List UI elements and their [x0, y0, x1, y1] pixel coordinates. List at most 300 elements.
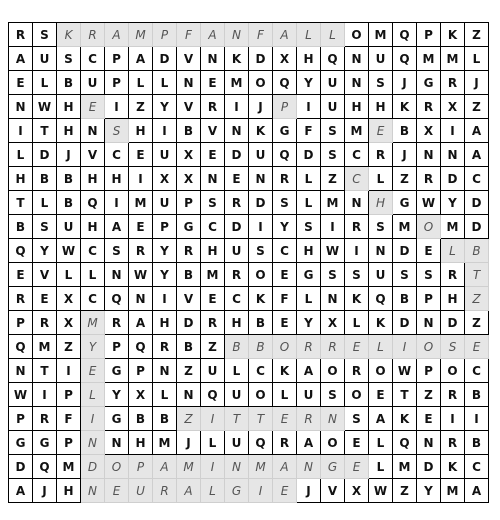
grid-cell[interactable]: T — [465, 263, 489, 287]
grid-cell[interactable]: S — [201, 191, 225, 215]
grid-cell[interactable]: A — [369, 407, 393, 431]
grid-cell[interactable]: I — [321, 215, 345, 239]
grid-cell[interactable]: S — [369, 215, 393, 239]
grid-cell[interactable]: L — [81, 383, 105, 407]
grid-cell[interactable]: Z — [177, 359, 201, 383]
grid-cell[interactable]: O — [441, 359, 465, 383]
grid-cell[interactable]: N — [105, 263, 129, 287]
grid-cell[interactable]: E — [225, 167, 249, 191]
grid-cell[interactable]: H — [225, 311, 249, 335]
grid-cell[interactable]: T — [393, 383, 417, 407]
grid-cell[interactable]: O — [249, 263, 273, 287]
grid-cell[interactable]: K — [393, 407, 417, 431]
grid-cell[interactable]: W — [9, 383, 33, 407]
grid-cell[interactable]: N — [369, 239, 393, 263]
grid-cell[interactable]: L — [153, 383, 177, 407]
grid-cell[interactable]: R — [201, 311, 225, 335]
grid-cell[interactable]: A — [465, 143, 489, 167]
grid-cell[interactable]: R — [33, 407, 57, 431]
grid-cell[interactable]: S — [33, 23, 57, 47]
grid-cell[interactable]: D — [441, 167, 465, 191]
grid-cell[interactable]: G — [417, 71, 441, 95]
grid-cell[interactable]: B — [33, 167, 57, 191]
grid-cell[interactable]: E — [105, 479, 129, 503]
grid-cell[interactable]: M — [393, 215, 417, 239]
grid-cell[interactable]: X — [153, 167, 177, 191]
grid-cell[interactable]: U — [33, 47, 57, 71]
grid-cell[interactable]: W — [33, 95, 57, 119]
grid-cell[interactable]: T — [225, 407, 249, 431]
grid-cell[interactable]: M — [201, 263, 225, 287]
grid-cell[interactable]: Q — [369, 287, 393, 311]
grid-cell[interactable]: C — [81, 239, 105, 263]
grid-cell[interactable]: C — [345, 167, 369, 191]
grid-cell[interactable]: T — [9, 191, 33, 215]
grid-cell[interactable]: U — [321, 71, 345, 95]
grid-cell[interactable]: H — [9, 167, 33, 191]
grid-cell[interactable]: R — [153, 335, 177, 359]
grid-cell[interactable]: S — [441, 335, 465, 359]
grid-cell[interactable]: P — [153, 23, 177, 47]
grid-cell[interactable]: T — [33, 359, 57, 383]
grid-cell[interactable]: D — [249, 191, 273, 215]
grid-cell[interactable]: H — [57, 95, 81, 119]
grid-cell[interactable]: P — [105, 47, 129, 71]
grid-cell[interactable]: I — [105, 95, 129, 119]
grid-cell[interactable]: G — [105, 407, 129, 431]
grid-cell[interactable]: B — [177, 335, 201, 359]
grid-cell[interactable]: R — [441, 71, 465, 95]
grid-cell[interactable]: R — [225, 263, 249, 287]
grid-cell[interactable]: Z — [393, 167, 417, 191]
grid-cell[interactable]: S — [369, 71, 393, 95]
grid-cell[interactable]: R — [81, 23, 105, 47]
grid-cell[interactable]: D — [465, 191, 489, 215]
grid-cell[interactable]: X — [177, 167, 201, 191]
grid-cell[interactable]: U — [225, 383, 249, 407]
grid-cell[interactable]: D — [9, 455, 33, 479]
grid-cell[interactable]: M — [441, 215, 465, 239]
grid-cell[interactable]: Z — [321, 167, 345, 191]
grid-cell[interactable]: E — [369, 383, 393, 407]
grid-cell[interactable]: Y — [33, 239, 57, 263]
grid-cell[interactable]: V — [321, 479, 345, 503]
grid-cell[interactable]: W — [321, 239, 345, 263]
grid-cell[interactable]: Q — [393, 431, 417, 455]
grid-cell[interactable]: N — [297, 455, 321, 479]
grid-cell[interactable]: F — [249, 23, 273, 47]
grid-cell[interactable]: O — [417, 335, 441, 359]
grid-cell[interactable]: P — [9, 311, 33, 335]
grid-cell[interactable]: O — [249, 71, 273, 95]
grid-cell[interactable]: I — [57, 359, 81, 383]
grid-cell[interactable]: E — [465, 335, 489, 359]
grid-cell[interactable]: P — [129, 359, 153, 383]
grid-cell[interactable]: I — [249, 215, 273, 239]
grid-cell[interactable]: L — [369, 335, 393, 359]
grid-cell[interactable]: X — [441, 95, 465, 119]
grid-cell[interactable]: K — [345, 287, 369, 311]
grid-cell[interactable]: X — [129, 383, 153, 407]
grid-cell[interactable]: O — [321, 431, 345, 455]
grid-cell[interactable]: L — [321, 23, 345, 47]
grid-cell[interactable]: B — [249, 311, 273, 335]
grid-cell[interactable]: N — [345, 191, 369, 215]
grid-cell[interactable]: G — [33, 431, 57, 455]
grid-cell[interactable]: E — [129, 215, 153, 239]
grid-cell[interactable]: G — [225, 479, 249, 503]
grid-cell[interactable]: O — [345, 383, 369, 407]
grid-cell[interactable]: V — [81, 143, 105, 167]
grid-cell[interactable]: B — [9, 215, 33, 239]
grid-cell[interactable]: X — [321, 311, 345, 335]
grid-cell[interactable]: H — [105, 167, 129, 191]
grid-cell[interactable]: Q — [33, 455, 57, 479]
grid-cell[interactable]: I — [105, 191, 129, 215]
grid-cell[interactable]: B — [57, 71, 81, 95]
grid-cell[interactable]: L — [129, 71, 153, 95]
grid-cell[interactable]: R — [321, 335, 345, 359]
grid-cell[interactable]: U — [249, 143, 273, 167]
grid-cell[interactable]: B — [57, 191, 81, 215]
grid-cell[interactable]: V — [33, 263, 57, 287]
grid-cell[interactable]: H — [129, 431, 153, 455]
grid-cell[interactable]: R — [417, 95, 441, 119]
grid-cell[interactable]: E — [201, 287, 225, 311]
grid-cell[interactable]: R — [129, 239, 153, 263]
grid-cell[interactable]: U — [225, 431, 249, 455]
grid-cell[interactable]: B — [57, 167, 81, 191]
grid-cell[interactable]: Q — [201, 383, 225, 407]
grid-cell[interactable]: K — [393, 95, 417, 119]
grid-cell[interactable]: E — [417, 239, 441, 263]
grid-cell[interactable]: L — [297, 287, 321, 311]
grid-cell[interactable]: A — [273, 455, 297, 479]
grid-cell[interactable]: E — [369, 119, 393, 143]
grid-cell[interactable]: C — [201, 215, 225, 239]
grid-cell[interactable]: Q — [393, 23, 417, 47]
grid-cell[interactable]: N — [417, 311, 441, 335]
grid-cell[interactable]: N — [417, 143, 441, 167]
grid-cell[interactable]: N — [81, 119, 105, 143]
grid-cell[interactable]: U — [81, 71, 105, 95]
grid-cell[interactable]: N — [345, 71, 369, 95]
grid-cell[interactable]: D — [441, 311, 465, 335]
grid-cell[interactable]: D — [393, 239, 417, 263]
grid-cell[interactable]: I — [393, 335, 417, 359]
grid-cell[interactable]: I — [225, 95, 249, 119]
grid-cell[interactable]: S — [345, 263, 369, 287]
grid-cell[interactable]: B — [177, 263, 201, 287]
grid-cell[interactable]: P — [57, 383, 81, 407]
grid-cell[interactable]: P — [57, 431, 81, 455]
grid-cell[interactable]: G — [177, 215, 201, 239]
grid-cell[interactable]: I — [153, 119, 177, 143]
grid-cell[interactable]: D — [465, 215, 489, 239]
grid-cell[interactable]: V — [177, 47, 201, 71]
grid-cell[interactable]: C — [465, 455, 489, 479]
grid-cell[interactable]: L — [153, 71, 177, 95]
grid-cell[interactable]: M — [441, 47, 465, 71]
grid-cell[interactable]: A — [273, 23, 297, 47]
grid-cell[interactable]: H — [129, 119, 153, 143]
grid-cell[interactable]: X — [273, 47, 297, 71]
grid-cell[interactable]: B — [465, 383, 489, 407]
grid-cell[interactable]: N — [201, 167, 225, 191]
grid-cell[interactable]: M — [129, 23, 153, 47]
grid-cell[interactable]: Y — [81, 335, 105, 359]
grid-cell[interactable]: I — [201, 455, 225, 479]
grid-cell[interactable]: A — [9, 479, 33, 503]
grid-cell[interactable]: L — [81, 263, 105, 287]
grid-cell[interactable]: M — [345, 119, 369, 143]
grid-cell[interactable]: S — [105, 239, 129, 263]
grid-cell[interactable]: Y — [153, 263, 177, 287]
grid-cell[interactable]: I — [9, 119, 33, 143]
grid-cell[interactable]: H — [201, 239, 225, 263]
grid-cell[interactable]: J — [57, 143, 81, 167]
grid-cell[interactable]: H — [57, 119, 81, 143]
grid-cell[interactable]: N — [129, 287, 153, 311]
grid-cell[interactable]: H — [369, 95, 393, 119]
grid-cell[interactable]: J — [393, 71, 417, 95]
grid-cell[interactable]: R — [441, 263, 465, 287]
grid-cell[interactable]: B — [465, 239, 489, 263]
grid-cell[interactable]: Y — [153, 95, 177, 119]
grid-cell[interactable]: N — [9, 359, 33, 383]
grid-cell[interactable]: S — [249, 239, 273, 263]
grid-cell[interactable]: U — [225, 239, 249, 263]
grid-cell[interactable]: A — [201, 23, 225, 47]
grid-cell[interactable]: O — [249, 383, 273, 407]
grid-cell[interactable]: F — [273, 287, 297, 311]
grid-cell[interactable]: L — [297, 23, 321, 47]
grid-cell[interactable]: Q — [129, 335, 153, 359]
grid-cell[interactable]: A — [105, 23, 129, 47]
grid-cell[interactable]: R — [273, 167, 297, 191]
grid-cell[interactable]: Z — [465, 287, 489, 311]
grid-cell[interactable]: U — [369, 47, 393, 71]
grid-cell[interactable]: O — [345, 23, 369, 47]
grid-cell[interactable]: U — [57, 215, 81, 239]
grid-cell[interactable]: R — [345, 215, 369, 239]
grid-cell[interactable]: I — [441, 119, 465, 143]
grid-cell[interactable]: P — [153, 215, 177, 239]
grid-cell[interactable]: G — [105, 359, 129, 383]
grid-cell[interactable]: B — [393, 287, 417, 311]
grid-cell[interactable]: E — [201, 71, 225, 95]
grid-cell[interactable]: N — [225, 455, 249, 479]
grid-cell[interactable]: L — [201, 431, 225, 455]
grid-cell[interactable]: R — [177, 239, 201, 263]
grid-cell[interactable]: T — [33, 119, 57, 143]
grid-cell[interactable]: Q — [393, 47, 417, 71]
grid-cell[interactable]: R — [345, 359, 369, 383]
grid-cell[interactable]: C — [81, 287, 105, 311]
grid-cell[interactable]: C — [465, 359, 489, 383]
grid-cell[interactable]: E — [417, 407, 441, 431]
grid-cell[interactable]: E — [273, 311, 297, 335]
grid-cell[interactable]: N — [225, 119, 249, 143]
grid-cell[interactable]: O — [369, 359, 393, 383]
grid-cell[interactable]: K — [273, 359, 297, 383]
grid-cell[interactable]: W — [57, 239, 81, 263]
grid-cell[interactable]: C — [273, 239, 297, 263]
grid-cell[interactable]: A — [297, 431, 321, 455]
grid-cell[interactable]: A — [297, 359, 321, 383]
grid-cell[interactable]: S — [57, 47, 81, 71]
grid-cell[interactable]: H — [153, 311, 177, 335]
grid-cell[interactable]: D — [417, 455, 441, 479]
grid-cell[interactable]: J — [33, 479, 57, 503]
grid-cell[interactable]: S — [345, 407, 369, 431]
grid-cell[interactable]: W — [417, 191, 441, 215]
grid-cell[interactable]: N — [321, 287, 345, 311]
grid-cell[interactable]: D — [33, 143, 57, 167]
grid-cell[interactable]: X — [57, 287, 81, 311]
grid-cell[interactable]: F — [177, 23, 201, 47]
grid-cell[interactable]: R — [9, 23, 33, 47]
grid-cell[interactable]: Y — [297, 311, 321, 335]
grid-cell[interactable]: M — [249, 455, 273, 479]
grid-cell[interactable]: L — [201, 479, 225, 503]
grid-cell[interactable]: E — [81, 359, 105, 383]
grid-cell[interactable]: E — [345, 335, 369, 359]
grid-cell[interactable]: N — [177, 71, 201, 95]
grid-cell[interactable]: S — [417, 263, 441, 287]
grid-cell[interactable]: J — [465, 71, 489, 95]
grid-cell[interactable]: L — [297, 191, 321, 215]
grid-cell[interactable]: L — [465, 47, 489, 71]
grid-cell[interactable]: O — [273, 335, 297, 359]
grid-cell[interactable]: Z — [129, 95, 153, 119]
grid-cell[interactable]: L — [57, 263, 81, 287]
grid-cell[interactable]: R — [201, 95, 225, 119]
grid-cell[interactable]: K — [369, 311, 393, 335]
grid-cell[interactable]: C — [225, 287, 249, 311]
grid-cell[interactable]: X — [177, 143, 201, 167]
grid-cell[interactable]: E — [345, 455, 369, 479]
grid-cell[interactable]: H — [345, 95, 369, 119]
grid-cell[interactable]: L — [369, 431, 393, 455]
grid-cell[interactable]: X — [57, 311, 81, 335]
grid-cell[interactable]: E — [201, 143, 225, 167]
grid-cell[interactable]: Z — [177, 407, 201, 431]
grid-cell[interactable]: B — [393, 119, 417, 143]
grid-cell[interactable]: G — [273, 119, 297, 143]
grid-cell[interactable]: I — [33, 383, 57, 407]
grid-cell[interactable]: E — [345, 431, 369, 455]
grid-cell[interactable]: Y — [417, 479, 441, 503]
grid-cell[interactable]: M — [225, 71, 249, 95]
grid-cell[interactable]: R — [225, 191, 249, 215]
grid-cell[interactable]: M — [393, 455, 417, 479]
grid-cell[interactable]: M — [129, 191, 153, 215]
grid-cell[interactable]: R — [297, 335, 321, 359]
grid-cell[interactable]: L — [369, 455, 393, 479]
grid-cell[interactable]: W — [393, 359, 417, 383]
grid-cell[interactable]: S — [105, 119, 129, 143]
grid-cell[interactable]: D — [297, 143, 321, 167]
grid-cell[interactable]: G — [393, 191, 417, 215]
grid-cell[interactable]: Z — [465, 311, 489, 335]
grid-cell[interactable]: Y — [105, 383, 129, 407]
grid-cell[interactable]: J — [177, 431, 201, 455]
grid-cell[interactable]: I — [297, 95, 321, 119]
grid-cell[interactable]: P — [417, 359, 441, 383]
grid-cell[interactable]: A — [105, 215, 129, 239]
grid-cell[interactable]: U — [129, 479, 153, 503]
grid-cell[interactable]: Q — [321, 47, 345, 71]
grid-cell[interactable]: R — [33, 311, 57, 335]
grid-cell[interactable]: R — [273, 431, 297, 455]
grid-cell[interactable]: A — [9, 47, 33, 71]
grid-cell[interactable]: M — [153, 431, 177, 455]
grid-cell[interactable]: A — [177, 479, 201, 503]
grid-cell[interactable]: G — [297, 263, 321, 287]
grid-cell[interactable]: B — [177, 119, 201, 143]
grid-cell[interactable]: H — [297, 47, 321, 71]
grid-cell[interactable]: B — [129, 407, 153, 431]
grid-cell[interactable]: I — [81, 407, 105, 431]
grid-cell[interactable]: Y — [153, 239, 177, 263]
grid-cell[interactable]: S — [393, 263, 417, 287]
grid-cell[interactable]: I — [201, 407, 225, 431]
grid-cell[interactable]: C — [249, 359, 273, 383]
grid-cell[interactable]: A — [129, 311, 153, 335]
grid-cell[interactable]: D — [249, 47, 273, 71]
grid-cell[interactable]: P — [129, 455, 153, 479]
grid-cell[interactable]: F — [57, 407, 81, 431]
grid-cell[interactable]: D — [393, 311, 417, 335]
grid-cell[interactable]: K — [225, 47, 249, 71]
grid-cell[interactable]: Z — [417, 383, 441, 407]
grid-cell[interactable]: O — [105, 455, 129, 479]
grid-cell[interactable]: N — [345, 47, 369, 71]
grid-cell[interactable]: Z — [201, 335, 225, 359]
grid-cell[interactable]: N — [225, 23, 249, 47]
grid-cell[interactable]: N — [441, 143, 465, 167]
grid-cell[interactable]: L — [441, 239, 465, 263]
grid-cell[interactable]: H — [57, 479, 81, 503]
grid-cell[interactable]: E — [81, 95, 105, 119]
grid-cell[interactable]: S — [321, 263, 345, 287]
grid-cell[interactable]: E — [129, 143, 153, 167]
grid-cell[interactable]: I — [441, 407, 465, 431]
grid-cell[interactable]: B — [249, 335, 273, 359]
grid-cell[interactable]: R — [105, 311, 129, 335]
grid-cell[interactable]: H — [441, 287, 465, 311]
grid-cell[interactable]: L — [33, 191, 57, 215]
grid-cell[interactable]: I — [465, 407, 489, 431]
grid-cell[interactable]: I — [153, 287, 177, 311]
grid-cell[interactable]: E — [273, 407, 297, 431]
grid-cell[interactable]: J — [393, 143, 417, 167]
grid-cell[interactable]: M — [81, 311, 105, 335]
grid-cell[interactable]: E — [33, 287, 57, 311]
grid-cell[interactable]: N — [81, 431, 105, 455]
grid-cell[interactable]: E — [273, 263, 297, 287]
grid-cell[interactable]: A — [465, 119, 489, 143]
grid-cell[interactable]: U — [153, 191, 177, 215]
grid-cell[interactable]: M — [369, 23, 393, 47]
grid-cell[interactable]: M — [57, 455, 81, 479]
grid-cell[interactable]: V — [201, 119, 225, 143]
grid-cell[interactable]: E — [9, 71, 33, 95]
grid-cell[interactable]: M — [321, 191, 345, 215]
grid-cell[interactable]: Q — [9, 239, 33, 263]
grid-cell[interactable]: S — [321, 143, 345, 167]
